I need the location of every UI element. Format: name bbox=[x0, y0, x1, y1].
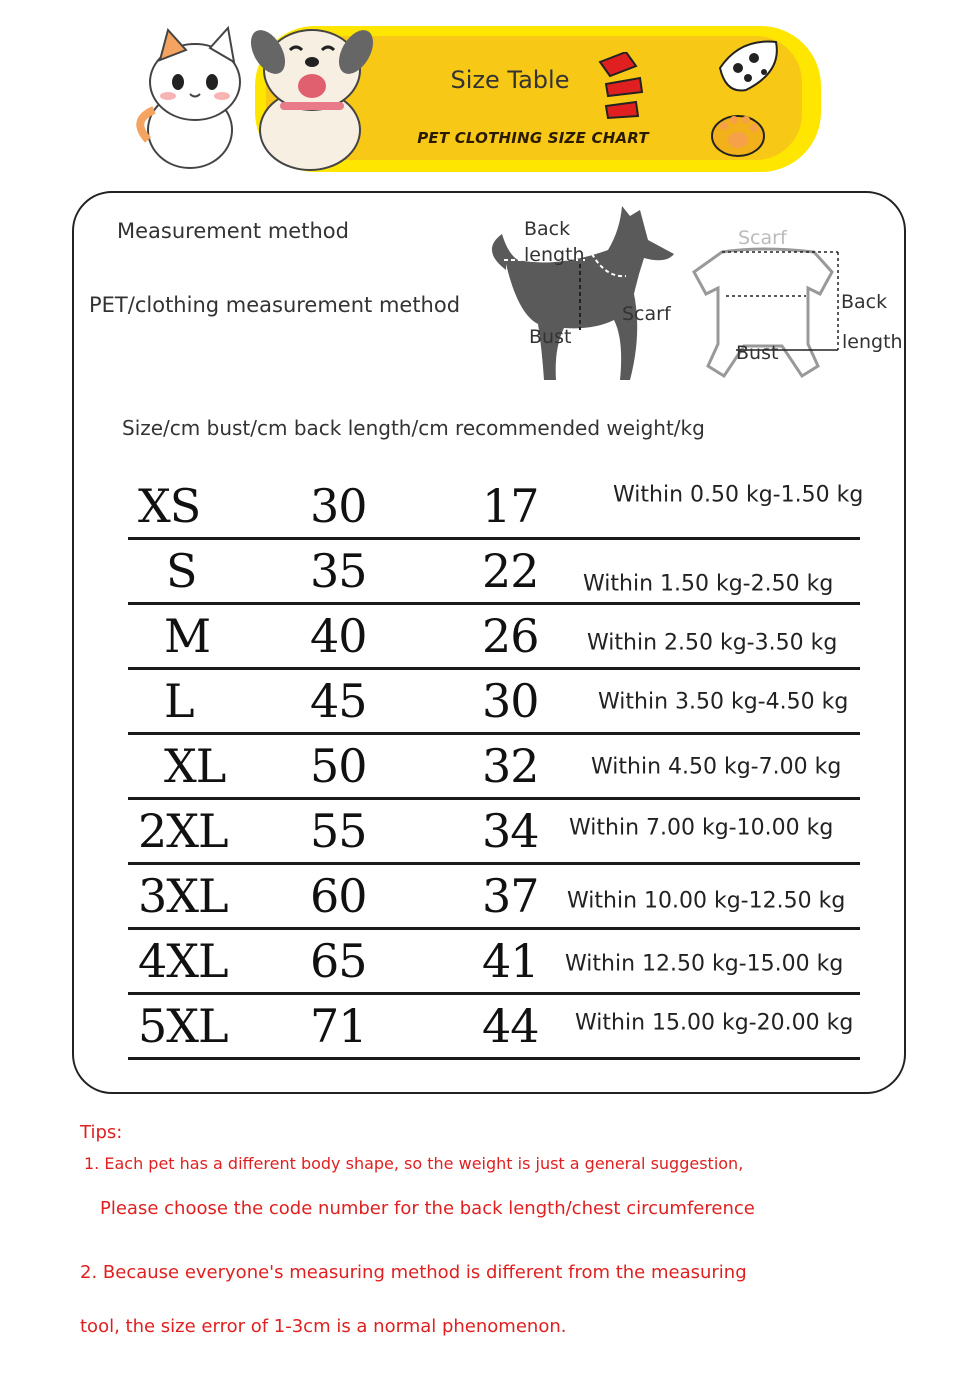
banner-title: Size Table bbox=[450, 66, 570, 94]
weight-cell: Within 4.50 kg-7.00 kg bbox=[591, 754, 842, 780]
size-cell: XS bbox=[138, 479, 201, 533]
table-row bbox=[128, 475, 864, 540]
back-length-cell: 17 bbox=[482, 479, 539, 533]
back-length-cell: 37 bbox=[482, 869, 539, 923]
tip-2: 2. Because everyone's measuring method is different from the measuring bbox=[80, 1262, 747, 1283]
size-cell: XL bbox=[164, 739, 226, 793]
dog-back-label-2: length bbox=[524, 244, 585, 266]
dog-silhouette-icon bbox=[492, 206, 674, 380]
cloth-back-label-2: length bbox=[842, 331, 903, 353]
tip-1: 1. Each pet has a different body shape, so the weight is just a general suggestion, bbox=[84, 1154, 744, 1173]
cloth-bust-label: Bust bbox=[736, 342, 779, 364]
weight-cell: Within 2.50 kg-3.50 kg bbox=[587, 630, 838, 656]
dog-scarf-label: Scarf bbox=[622, 303, 671, 325]
size-table bbox=[128, 475, 864, 1060]
bust-cell: 35 bbox=[310, 544, 367, 598]
back-length-cell: 34 bbox=[482, 804, 539, 858]
dog-bust-label: Bust bbox=[529, 326, 572, 348]
weight-cell: Within 12.50 kg-15.00 kg bbox=[565, 951, 844, 977]
bust-cell: 71 bbox=[310, 999, 367, 1053]
back-length-cell: 44 bbox=[482, 999, 539, 1053]
paw-icon bbox=[708, 106, 770, 158]
banner-subtitle: PET CLOTHING SIZE CHART bbox=[417, 129, 649, 147]
bust-cell: 60 bbox=[310, 869, 367, 923]
table-row bbox=[128, 670, 860, 735]
tip-2-continued: tool, the size error of 1-3cm is a normal phenomenon. bbox=[80, 1316, 567, 1337]
measurement-method-subtitle: PET/clothing measurement method bbox=[89, 293, 461, 317]
tip-1-continued: Please choose the code number for the back length/chest circumference bbox=[100, 1198, 755, 1219]
bust-cell: 65 bbox=[310, 934, 367, 988]
size-cell: 2XL bbox=[138, 804, 228, 858]
size-cell: S bbox=[166, 544, 197, 598]
size-cell: 5XL bbox=[138, 999, 228, 1053]
table-row bbox=[128, 735, 860, 800]
weight-cell: Within 1.50 kg-2.50 kg bbox=[583, 571, 834, 597]
back-length-cell: 26 bbox=[482, 609, 539, 663]
table-row bbox=[128, 930, 860, 995]
table-row bbox=[128, 540, 860, 605]
table-header: Size/cm bust/cm back length/cm recommended weight/kg bbox=[122, 416, 705, 440]
measurement-diagrams bbox=[476, 200, 916, 390]
bust-cell: 40 bbox=[310, 609, 367, 663]
table-row bbox=[128, 995, 860, 1060]
back-length-cell: 41 bbox=[482, 934, 539, 988]
weight-cell: Within 7.00 kg-10.00 kg bbox=[569, 815, 834, 841]
bust-cell: 50 bbox=[310, 739, 367, 793]
bust-cell: 45 bbox=[310, 674, 367, 728]
weight-cell: Within 15.00 kg-20.00 kg bbox=[575, 1010, 854, 1036]
weight-cell: Within 10.00 kg-12.50 kg bbox=[567, 888, 846, 914]
measurement-method-title: Measurement method bbox=[117, 219, 349, 243]
bust-cell: 30 bbox=[310, 479, 367, 533]
size-cell: L bbox=[164, 674, 194, 728]
table-row bbox=[128, 605, 860, 670]
back-length-cell: 30 bbox=[482, 674, 539, 728]
tips-title: Tips: bbox=[80, 1122, 123, 1143]
cloth-scarf-label: Scarf bbox=[738, 227, 787, 249]
exclamation-marks-icon bbox=[596, 52, 646, 122]
size-cell: M bbox=[164, 609, 211, 663]
size-cell: 4XL bbox=[138, 934, 228, 988]
table-row bbox=[128, 800, 860, 865]
size-cell: 3XL bbox=[138, 869, 228, 923]
bust-cell: 55 bbox=[310, 804, 367, 858]
back-length-cell: 22 bbox=[482, 544, 539, 598]
weight-cell: Within 3.50 kg-4.50 kg bbox=[598, 689, 849, 715]
weight-cell: Within 0.50 kg-1.50 kg bbox=[613, 482, 864, 508]
cat-and-dog-mascot-icon bbox=[130, 10, 380, 180]
dog-back-label-1: Back bbox=[524, 218, 571, 240]
paw-print-pattern-icon bbox=[712, 38, 782, 98]
cloth-back-label-1: Back bbox=[841, 291, 888, 313]
back-length-cell: 32 bbox=[482, 739, 539, 793]
table-row bbox=[128, 865, 860, 930]
